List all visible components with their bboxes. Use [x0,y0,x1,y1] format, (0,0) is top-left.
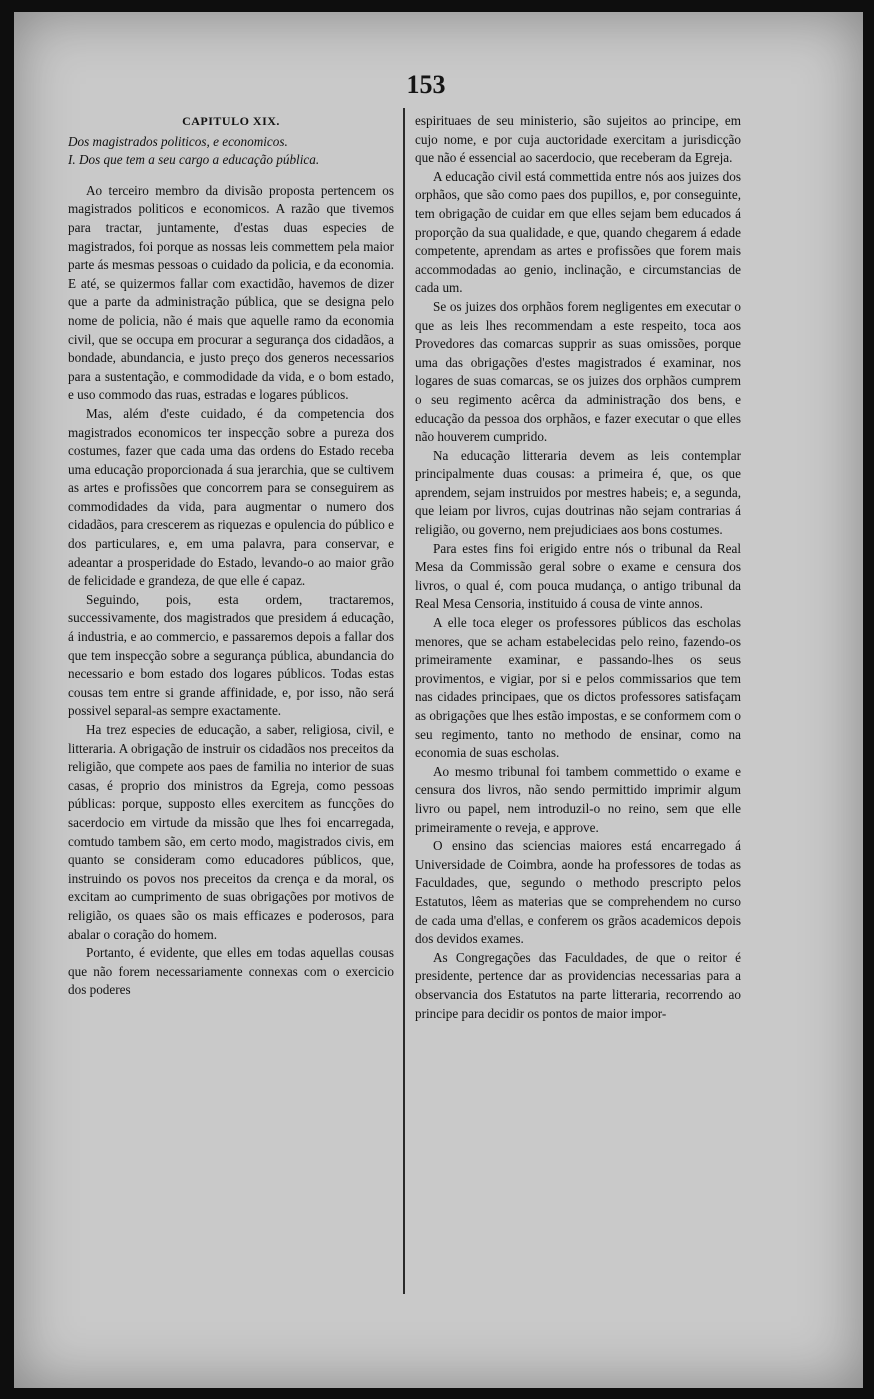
paragraph: O ensino das sciencias maiores está encarregado á Universidade de Coimbra, aonde ha professores de todas as Faculdades, que, segundo o methodo prescripto pelos Estatutos, lêem as materias que se comprehendem no curso de cada uma d'ellas, e conferem os grãos academicos depois dos devidos exames. [415,838,741,947]
paragraph: Para estes fins foi erigido entre nós o tribunal da Real Mesa da Commissão geral sobre o exame e censura dos livros, o qual é, com pouca mudança, o antigo tribunal da Real Mesa Censoria, instituido á cousa de vinte annos. [415,540,741,612]
page-number: 153 [406,70,446,99]
paragraph: Na educação litteraria devem as leis contemplar principalmente duas cousas: a primeira é, que, os que aprendem, sejam instruidos por mestres habeis; e, a segunda, que leiam por livros, cujas doutrinas não sejam contrarias á religião, ou governo, nem prejudiciaes aos bons costumes. [415,447,741,538]
right-column [415,112,741,1292]
paragraph: Ao terceiro membro da divisão proposta pertencem os magistrados politicos e economicos. A razão que tivemos para tractar, juntamente, d'estas duas especies de magistrados, foi porque as nossas leis commettem pela maior parte ás mesmas pessoas o cuidado da policia, e da economia. E até, se quizermos fallar com exactidão, havemos de dizer que a parte da administração pública, que se designa pelo nome de policia, não é mais que aquelle ramo da economia civil, que se occupa em procurar a segurança dos cidadãos, a bondade, abundancia, e justo preço dos generos necessarios para a sustentação, e commodidade da vida, e o bom estado, e uso commodo das ruas, estradas e logares públicos. [68,182,394,403]
column-divider [403,108,405,1294]
chapter-heading: CAPITULO XIX. [182,114,280,128]
left-column [68,112,394,1292]
paragraph: Se os juizes dos orphãos forem negligentes em executar o que as leis lhes recommendam a este respeito, toca aos Provedores das comarcas supprir as suas omissões, porque uma das obrigações d'estes magistrados é examinar, nos logares de suas comarcas, se os juizes dos orphãos cumprem o seu regimento acêrca da administração dos bens, e educação da pessoa dos orphãos, e fazer executar o que elles não houverem cumprido. [415,298,741,445]
book-page [14,12,863,1388]
paragraph: Seguindo, pois, esta ordem, tractaremos, successivamente, dos magistrados que presidem á educação, á industria, e ao commercio, e passaremos depois a fallar dos que tem inspecção sobre a segurança pública, abundancia do necessario e bom estado dos logares públicos. Todas estas cousas tem entre si grande affinidade, e, por isso, não será possivel separal-as sempre exactamente. [68,591,394,719]
section-title: I. Dos que tem a seu cargo a educação pública. [68,152,320,168]
paragraph: A educação civil está commettida entre nós aos juizes dos orphãos, que são como paes dos pupillos, e, por conseguinte, tem obrigação de cuidar em que elles sejam bem educados á proporção da sua qualidade, e que, quando chegarem á edade competente, aprendam as artes e profissões que forem mais accommodadas ao genio, inclinação, e circumstancias de cada um. [415,168,741,296]
paragraph: Ha trez especies de educação, a saber, religiosa, civil, e litteraria. A obrigação de instruir os cidadãos nos preceitos da religião, que compete aos paes de familia no interior de suas casas, é proprio dos ministros da Egreja, como pessoas públicas: porque, supposto elles exercitem as funcções do sacerdocio em virtude da missão que lhes foi encarregada, comtudo tambem são, em certo modo, magistrados civis, em quanto se consideram como educadores públicos, que, instruindo os povos nos preceitos da crença e da moral, os excitam ao cumprimento de suas obrigações por motivos de religião, os quaes são os mais efficazes e poderosos, para abalar o coração do homem. [68,722,394,942]
paragraph-continuation: espirituaes de seu ministerio, são sujeitos ao principe, em cujo nome, e por cuja auctoridade exercitam a jurisdicção que não é essencial ao sacerdocio, que receberam da Egreja. [415,113,741,166]
paragraph: Ao mesmo tribunal foi tambem commettido o exame e censura dos livros, não sendo permittido imprimir algum livro ou papel, nem introduzil-o no reino, sem que elle primeiramente o reveja, e approve. [415,763,741,835]
paragraph: Mas, além d'este cuidado, é da competencia dos magistrados economicos ter inspecção sobre a pureza dos costumes, fazer que cada uma das ordens do Estado receba uma educação proporcionada á sua jerarchia, que se cultivem as artes e profissões que concorrem para se conseguirem as commodidades da vida, para augmentar o numero dos cidadãos, para crescerem as riquezas e opulencia do público e dos particulares, e, em uma palavra, para conservar, e adeantar a prosperidade do Estado, levando-o ao maior grão de felicidade e grandeza, de que elle é capaz. [68,405,394,589]
paragraph: A elle toca eleger os professores públicos das escholas menores, que se acham estabelecidas pelo reino, fazendo-os primeiramente examinar, e passando-lhes os seus provimentos, e vigiar, por si e pelos commissarios que tem nas cidades principaes, que os dictos professores satisfaçam as obrigações que lhes estão impostas, e se conformem com o seu regimento, tanto no methodo de ensinar, como na economia de suas escholas. [415,615,741,761]
paragraph: Portanto, é evidente, que elles em todas aquellas cousas que não forem necessariamente connexas com o exercicio dos poderes [68,945,394,998]
chapter-title: Dos magistrados politicos, e economicos. [68,133,288,149]
paragraph: As Congregações das Faculdades, de que o reitor é presidente, pertence dar as providencias necessarias para a observancia dos Estatutos na parte litteraria, recorrendo ao principe para decidir os pontos de maior impor- [415,949,741,1021]
